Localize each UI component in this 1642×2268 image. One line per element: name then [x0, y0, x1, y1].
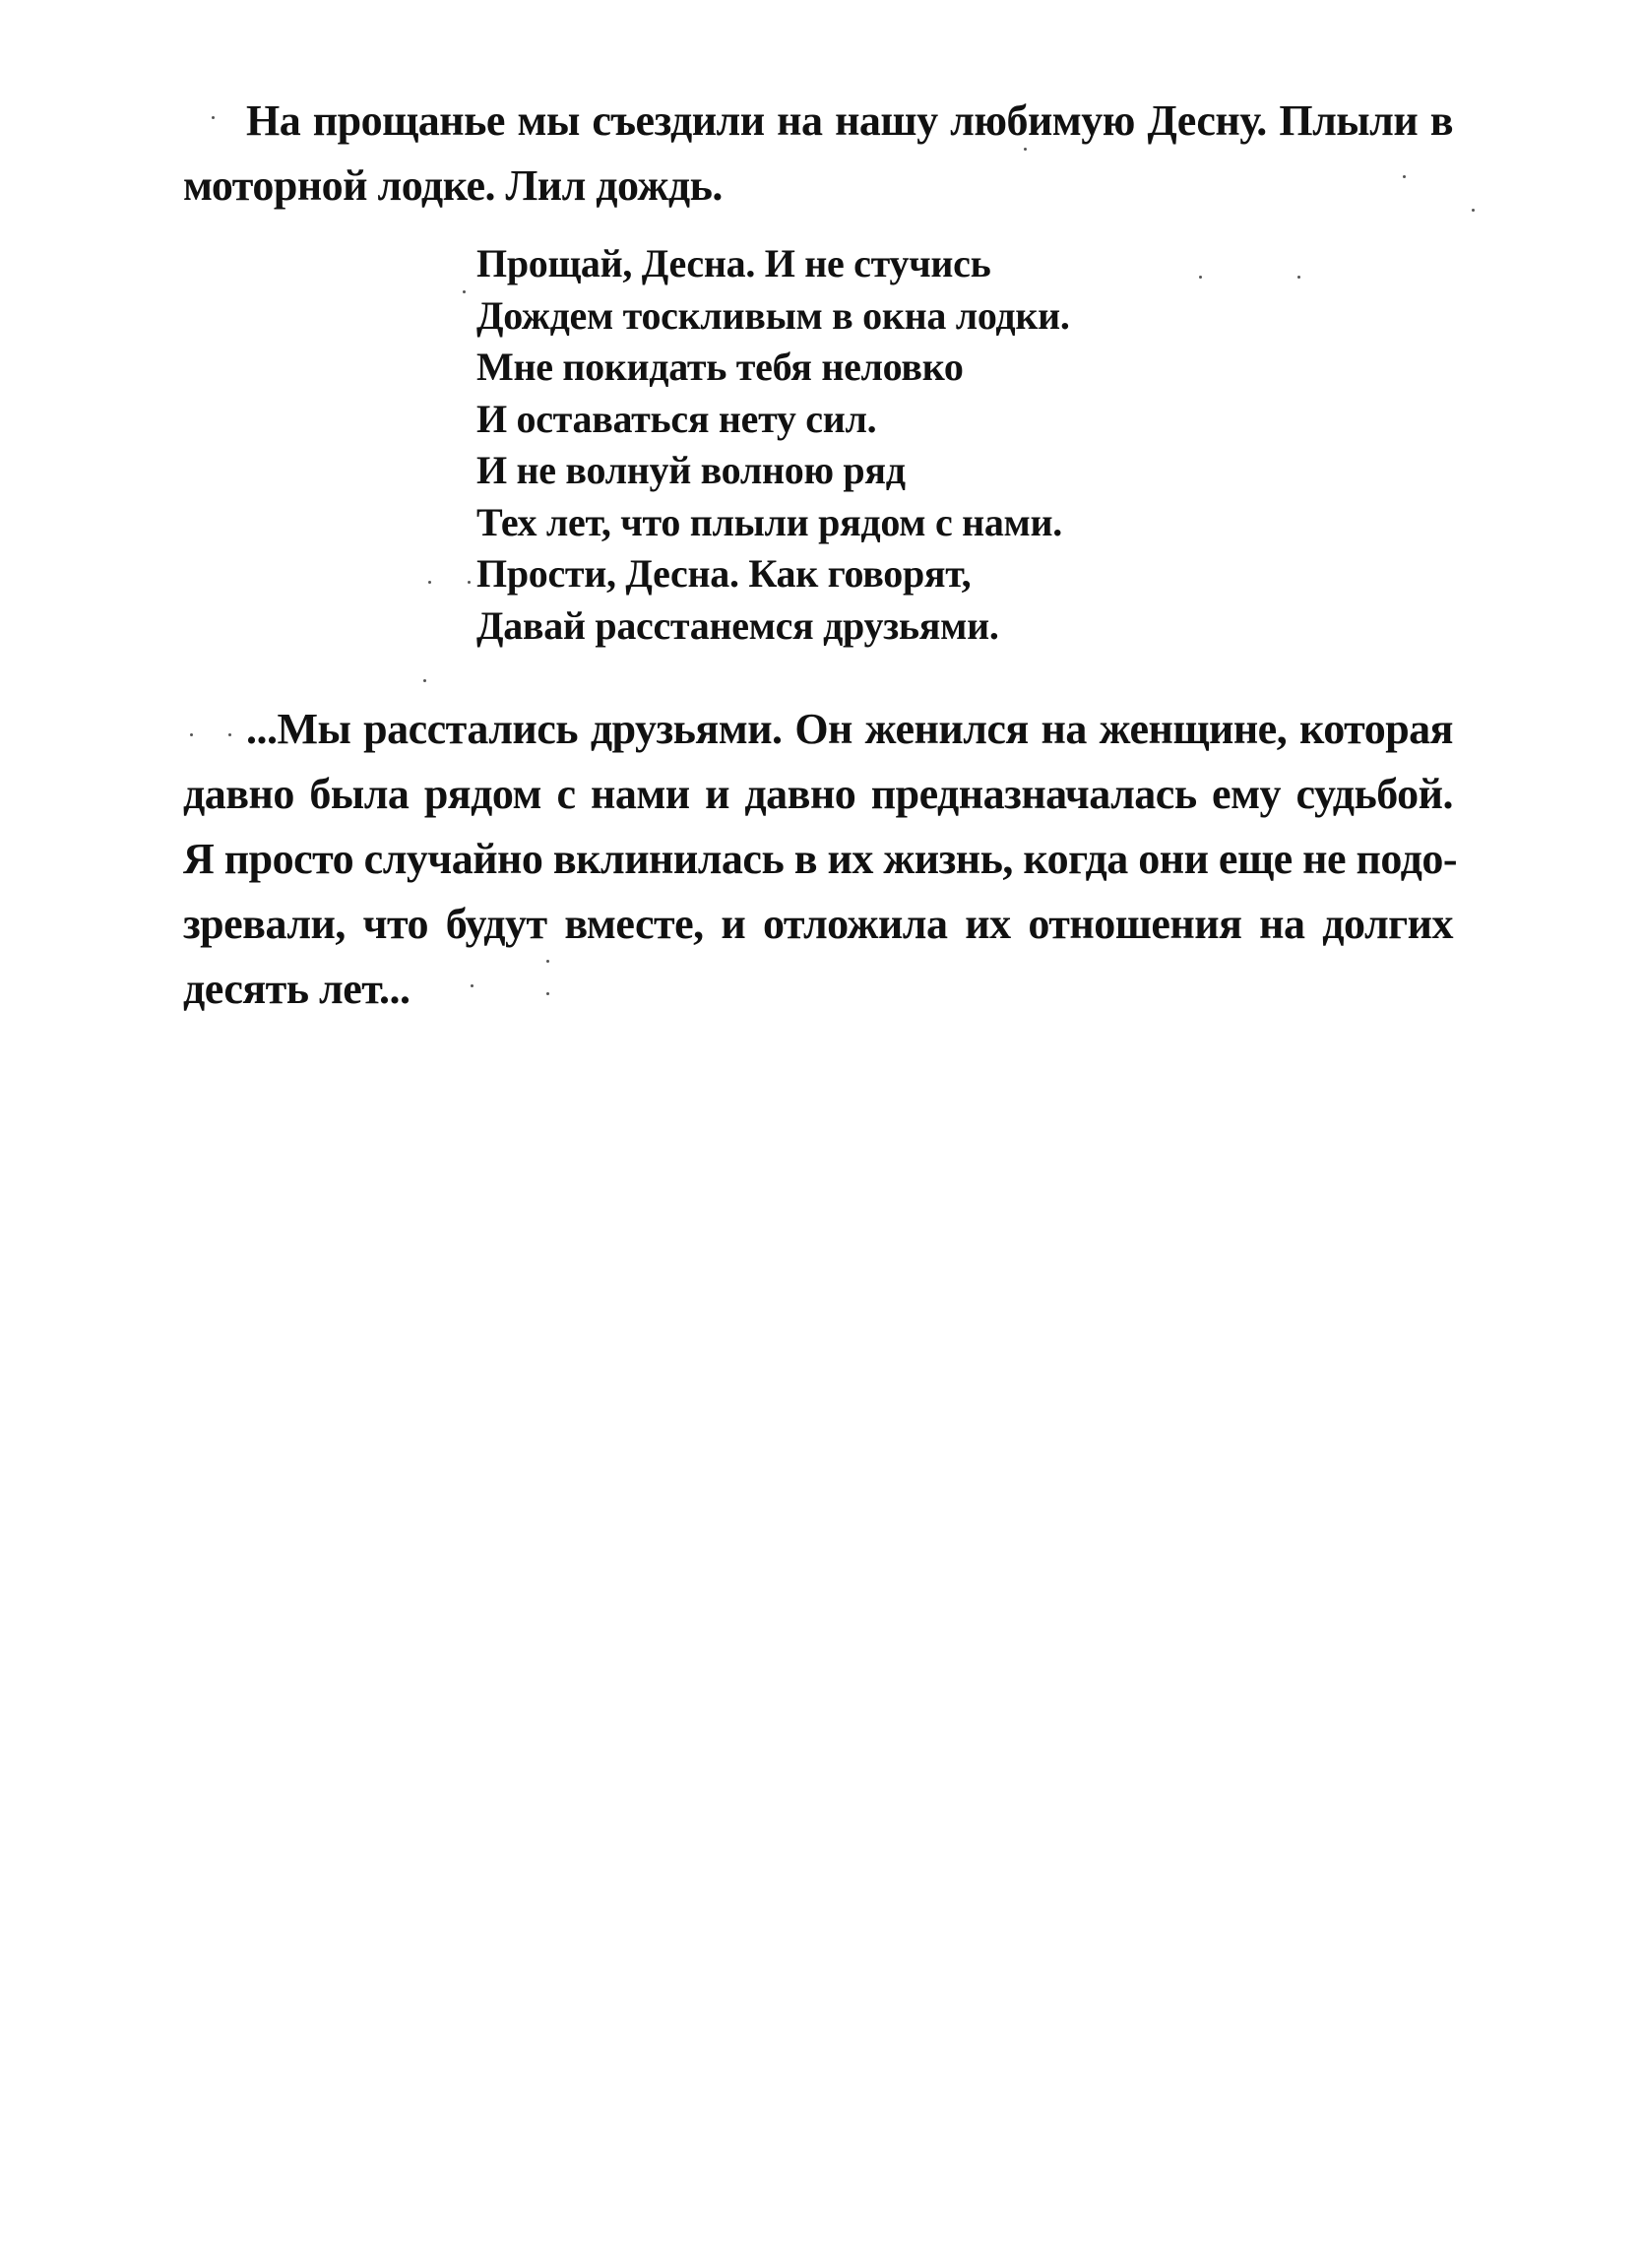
scan-speck — [1297, 276, 1300, 279]
poem-verse: Давай расстанемся друзьями. — [476, 602, 999, 648]
poem-verse: И не волнуй волною ряд — [476, 448, 906, 492]
scan-speck — [212, 116, 215, 119]
paragraph-intro — [183, 89, 1453, 219]
paragraph-line: давно была рядом с нами и давно предназначалась ему судьбой. — [183, 770, 1453, 818]
scan-speck — [463, 290, 466, 293]
poem-verse: Тех лет, что плыли рядом с нами. — [476, 499, 1062, 544]
paragraph-line: десять лет... — [183, 965, 410, 1013]
poem-verse: Прощай, Десна. И не стучись — [476, 241, 991, 285]
poem — [476, 238, 1070, 652]
poem-verse: И оставаться нету сил. — [476, 396, 877, 441]
scan-speck — [228, 733, 231, 736]
scan-speck — [1199, 276, 1202, 279]
poem-verse: Мне покидать тебя неловко — [476, 345, 964, 389]
scan-speck — [1472, 209, 1475, 212]
paragraph-epilogue — [183, 697, 1457, 1022]
paragraph-line: зревали, что будут вместе, и отложила их отношения на долгих — [183, 900, 1453, 948]
poem-verse: Прости, Десна. Как говорят, — [476, 551, 972, 596]
scan-speck — [468, 581, 471, 584]
scan-speck — [423, 679, 426, 682]
scan-speck — [1403, 175, 1406, 178]
scan-speck — [546, 992, 549, 995]
paragraph-line: На прощанье мы съездили на нашу любимую Десну. Плыли в — [246, 96, 1453, 145]
scan-speck — [546, 960, 549, 963]
scan-speck — [1024, 148, 1027, 151]
scan-speck — [428, 581, 431, 584]
poem-verse: Дождем тоскливым в окна лодки. — [476, 292, 1070, 338]
scan-speck — [471, 984, 474, 987]
paragraph-line: Я просто случайно вклинилась в их жизнь, когда они еще не подо- — [183, 835, 1457, 883]
paragraph-line: ...Мы расстались друзьями. Он женился на женщине, которая — [246, 705, 1453, 753]
paragraph-line: моторной лодке. Лил дождь. — [183, 161, 723, 210]
scan-speck — [190, 733, 193, 736]
